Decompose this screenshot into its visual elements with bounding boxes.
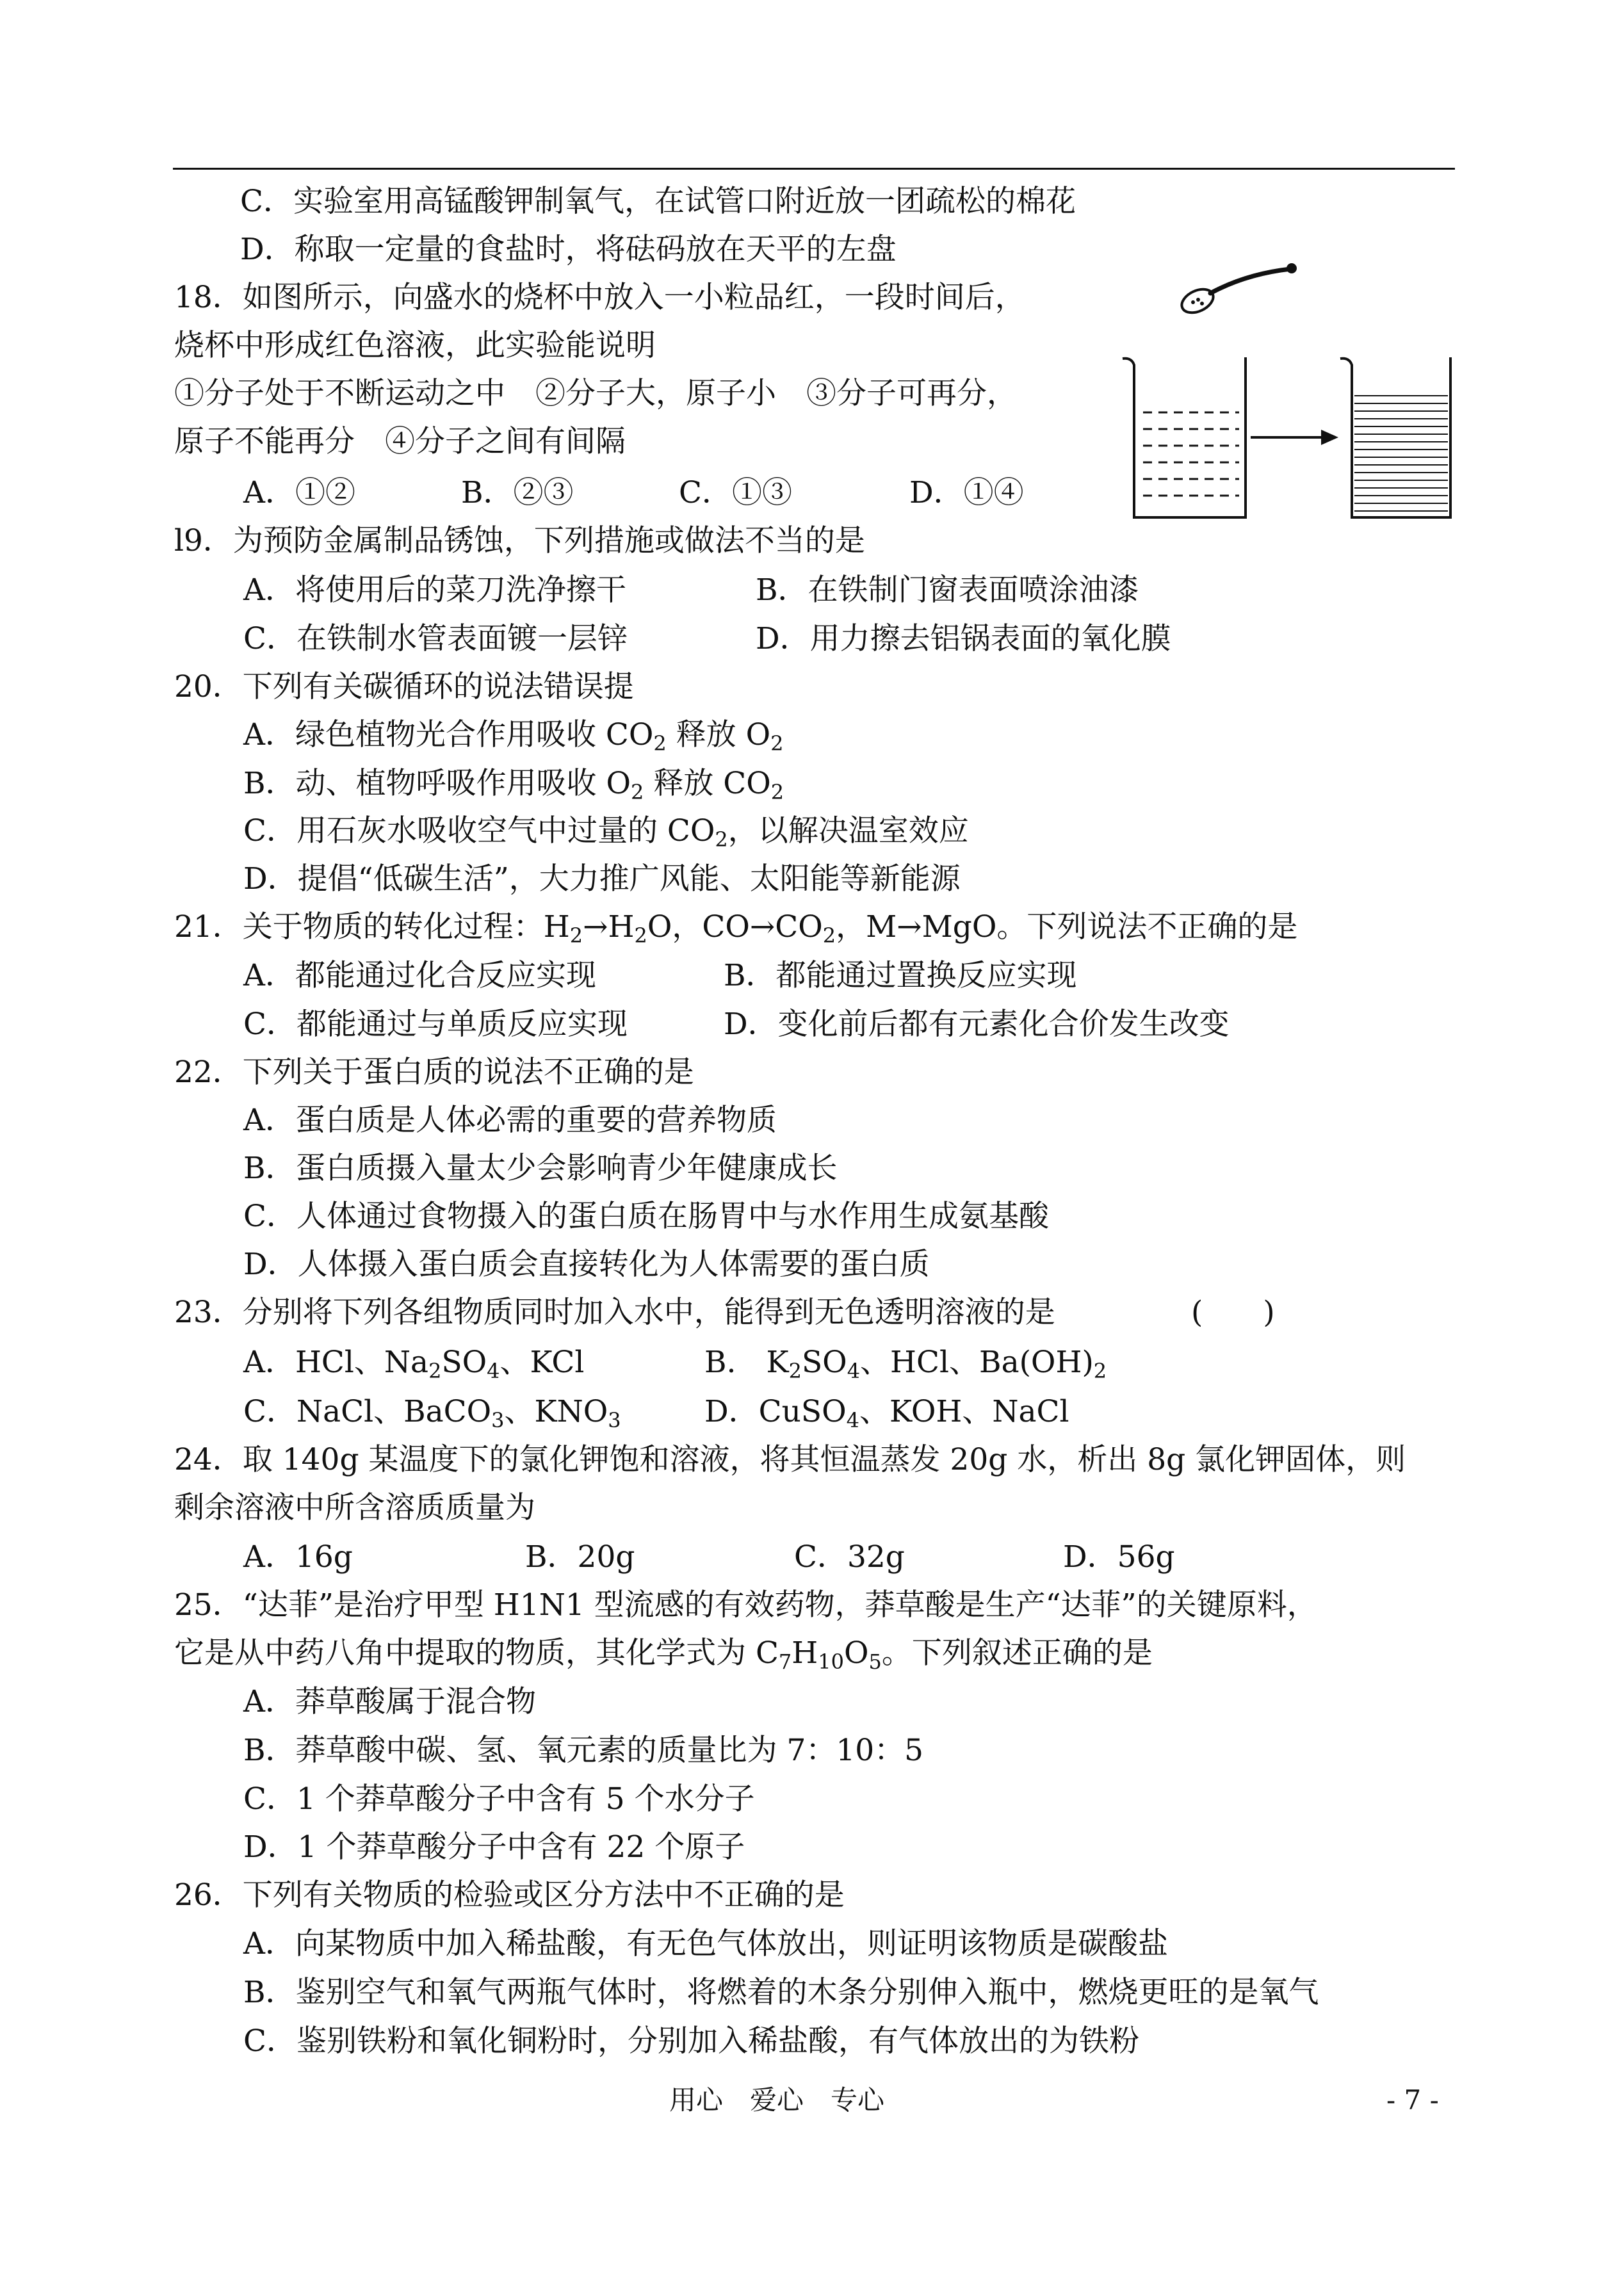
q26-option-b: B．鉴别空气和氧气两瓶气体时，将燃着的木条分别伸入瓶中，燃烧更旺的是氧气 [243,1975,1319,2010]
footer-motto: 用心 爱心 专心 [669,2084,885,2116]
q24-stem-line2: 剩余溶液中所含溶质质量为 [174,1490,535,1525]
q24-option-d: D．56g [1063,1539,1175,1575]
q25-stem-line1: 25．“达菲”是治疗甲型 H1N1 型流感的有效药物，莽草酸是生产“达菲”的关键原料， [174,1587,1317,1623]
q18-option-b: B．②③ [461,475,574,510]
q21-option-c: C．都能通过与单质反应实现 [243,1007,628,1042]
q19-option-b: B．在铁制门窗表面喷涂油漆 [756,572,1139,608]
q24-stem-line1: 24．取 140g 某温度下的氯化钾饱和溶液，将其恒温蒸发 20g 水，析出 8g 氯化钾固体，则 [174,1442,1406,1477]
q18-stem-line1: 18．如图所示，向盛水的烧杯中放入一小粒品红，一段时间后， [174,280,1025,315]
q25-option-d: D．1 个莽草酸分子中含有 22 个原子 [243,1829,745,1865]
q20-option-d: D．提倡“低碳生活”，大力推广风能、太阳能等新能源 [243,861,961,896]
q23-option-a: A．HCl、$Na_2SO_4$、KCl [243,1345,585,1383]
q19-option-c: C．在铁制水管表面镀一层锌 [243,621,628,656]
q21-option-b: B．都能通过置换反应实现 [724,958,1077,993]
q21-option-d: D．变化前后都有元素化合价发生改变 [724,1007,1230,1042]
q25-option-a: A．莽草酸属于混合物 [243,1684,536,1719]
q20-option-b: B．动、植物呼吸作用吸收 $O_2$ 释放 $CO_2$ [243,766,784,804]
q18-stem-line2: 烧杯中形成红色溶液，此实验能说明 [174,328,656,363]
q19-option-d: D．用力擦去铝锅表面的氧化膜 [756,621,1171,656]
q19-option-a: A．将使用后的菜刀洗净擦干 [243,572,626,608]
q26-option-c: C．鉴别铁粉和氧化铜粉时，分别加入稀盐酸，有气体放出的为铁粉 [243,2023,1139,2059]
q17-option-d: D．称取一定量的食盐时，将砝码放在天平的左盘 [240,232,897,267]
q22-option-b: B．蛋白质摄入量太少会影响青少年健康成长 [243,1151,838,1186]
page-number: - 7 - [1386,2084,1439,2116]
q18-option-a: A．①② [243,475,355,510]
q24-option-c: C．32g [794,1539,905,1575]
q18-option-c: C．①③ [679,475,792,510]
q18-stem-line3: ①分子处于不断运动之中 ②分子大，原子小 ③分子可再分， [174,376,1017,411]
q24-option-a: A．16g [243,1539,353,1575]
q20-stem: 20．下列有关碳循环的说法错误提 [174,669,634,704]
q22-option-a: A．蛋白质是人体必需的重要的营养物质 [243,1103,777,1138]
q20-option-a: A．绿色植物光合作用吸收 $CO_2$ 释放 $O_2$ [243,717,784,756]
q21-option-a: A．都能通过化合反应实现 [243,958,596,993]
q26-stem: 26．下列有关物质的检验或区分方法中不正确的是 [174,1877,845,1913]
q22-stem: 22．下列关于蛋白质的说法不正确的是 [174,1055,694,1090]
q22-option-d: D．人体摄入蛋白质会直接转化为人体需要的蛋白质 [243,1247,930,1282]
q18-stem-line4: 原子不能再分 ④分子之间有间隔 [174,424,626,459]
q25-option-c: C．1 个莽草酸分子中含有 5 个水分子 [243,1781,755,1817]
spoon-and-beakers-icon [1117,261,1457,530]
q23-option-c: C．NaCl、BaCO$_3$、$KNO_3$ [243,1394,621,1432]
q26-option-a: A．向某物质中加入稀盐酸，有无色气体放出，则证明该物质是碳酸盐 [243,1926,1168,1961]
q23-option-d: D．CuSO$_4$、KOH、NaCl [704,1394,1069,1432]
q18-option-d: D．①④ [909,475,1024,510]
q23-answer-paren: ( ) [1191,1295,1275,1330]
q23-stem: 23．分别将下列各组物质同时加入水中，能得到无色透明溶液的是 [174,1295,1055,1330]
q19-stem: l9．为预防金属制品锈蚀，下列措施或做法不当的是 [174,523,865,558]
q21-stem: 21．关于物质的转化过程：$H_2\to H_2O$，$CO\to CO_2$，M→MgO。下列说法不正确的是 [174,909,1298,948]
q23-option-b: B. $K_2SO_4$、HCl、$Ba(OH)_2$ [704,1345,1107,1383]
q20-option-c: C．用石灰水吸收空气中过量的 $CO_2$，以解决温室效应 [243,813,969,852]
q25-stem-line2: 它是从中药八角中提取的物质，其化学式为 $C_7H_{10}O_5$。下列叙述正确的是 [174,1635,1153,1674]
q24-option-b: B．20g [525,1539,635,1575]
header-rule [173,168,1455,170]
q22-option-c: C．人体通过食物摄入的蛋白质在肠胃中与水作用生成氨基酸 [243,1199,1049,1234]
q25-option-b: B．莽草酸中碳、氢、氧元素的质量比为 7：10：5 [243,1733,924,1768]
q17-option-c: C．实验室用高锰酸钾制氧气，在试管口附近放一团疏松的棉花 [240,184,1076,219]
